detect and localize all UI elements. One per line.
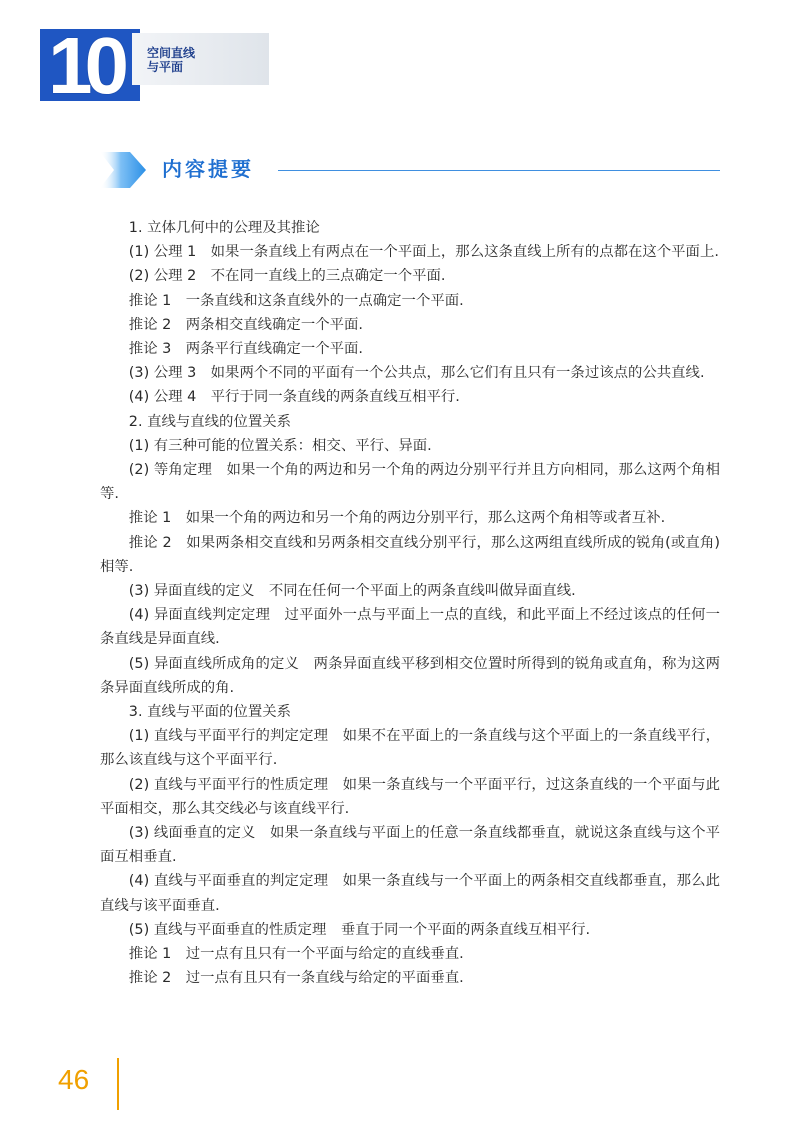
section-arrow-icon bbox=[100, 150, 148, 190]
section-divider bbox=[278, 170, 720, 171]
paragraph: 推论 1 过一点有且只有一个平面与给定的直线垂直. bbox=[128, 946, 464, 963]
paragraph: (4) 异面直线判定定理 过平面外一点与平面上一点的直线，和此平面上不经过该点的任何一条直线是异面直线. bbox=[100, 607, 720, 648]
paragraph: (2) 等角定理 如果一个角的两边和另一个角的两边分别平行并且方向相同，那么这两个角相等. bbox=[100, 462, 720, 503]
paragraph: 推论 2 两条相交直线确定一个平面. bbox=[128, 316, 363, 333]
paragraph: (1) 有三种可能的位置关系：相交、平行、异面. bbox=[128, 437, 432, 454]
paragraph: (5) 直线与平面垂直的性质定理 垂直于同一个平面的两条直线互相平行. bbox=[128, 921, 591, 938]
paragraph: (1) 公理 1 如果一条直线上有两点在一个平面上，那么这条直线上所有的点都在这个平面上. bbox=[128, 244, 719, 261]
content-body bbox=[100, 216, 720, 991]
paragraph: 推论 3 两条平行直线确定一个平面. bbox=[128, 341, 363, 358]
paragraph: 推论 2 过一点有且只有一条直线与给定的平面垂直. bbox=[128, 970, 464, 987]
chapter-title bbox=[147, 46, 257, 74]
section-heading bbox=[100, 150, 720, 190]
paragraph: 2. 直线与直线的位置关系 bbox=[128, 413, 292, 430]
paragraph: 推论 1 一条直线和这条直线外的一点确定一个平面. bbox=[128, 292, 464, 309]
paragraph: 3. 直线与平面的位置关系 bbox=[128, 704, 292, 721]
paragraph: (5) 异面直线所成角的定义 两条异面直线平移到相交位置时所得到的锐角或直角，称为这两条异面直线所成的角. bbox=[100, 655, 720, 696]
paragraph: (4) 直线与平面垂直的判定定理 如果一条直线与一个平面上的两条相交直线都垂直，那么此直线与该平面垂直. bbox=[100, 873, 720, 914]
paragraph: (3) 异面直线的定义 不同在任何一个平面上的两条直线叫做异面直线. bbox=[128, 583, 576, 600]
chapter-title-line2: 与平面 bbox=[147, 60, 184, 74]
paragraph: 1. 立体几何中的公理及其推论 bbox=[128, 220, 320, 236]
paragraph: (3) 公理 3 如果两个不同的平面有一个公共点，那么它们有且只有一条过该点的公共直线. bbox=[128, 365, 705, 382]
paragraph: (3) 线面垂直的定义 如果一条直线与平面上的任意一条直线都垂直，就说这条直线与这个平面互相垂直. bbox=[100, 825, 720, 866]
paragraph: 推论 1 如果一个角的两边和另一个角的两边分别平行，那么这两个角相等或者互补. bbox=[128, 510, 666, 527]
section-title: 内容提要 bbox=[162, 157, 254, 181]
chapter-title-line1: 空间直线 bbox=[147, 46, 196, 60]
paragraph: (2) 公理 2 不在同一直线上的三点确定一个平面. bbox=[128, 268, 446, 285]
page-number: 46 bbox=[58, 1064, 90, 1095]
page-number-divider bbox=[117, 1058, 119, 1110]
chapter-number: 10 bbox=[48, 21, 121, 110]
paragraph: (1) 直线与平面平行的判定定理 如果不在平面上的一条直线与这个平面上的一条直线平行，那么该直线与这个平面平行. bbox=[100, 728, 720, 769]
paragraph: 推论 2 如果两条相交直线和另两条相交直线分别平行，那么这两组直线所成的锐角(或直角)相等. bbox=[100, 534, 720, 575]
paragraph: (2) 直线与平面平行的性质定理 如果一条直线与一个平面平行，过这条直线的一个平面与此平面相交，那么其交线必与该直线平行. bbox=[100, 776, 720, 817]
paragraph: (4) 公理 4 平行于同一条直线的两条直线互相平行. bbox=[128, 389, 460, 406]
